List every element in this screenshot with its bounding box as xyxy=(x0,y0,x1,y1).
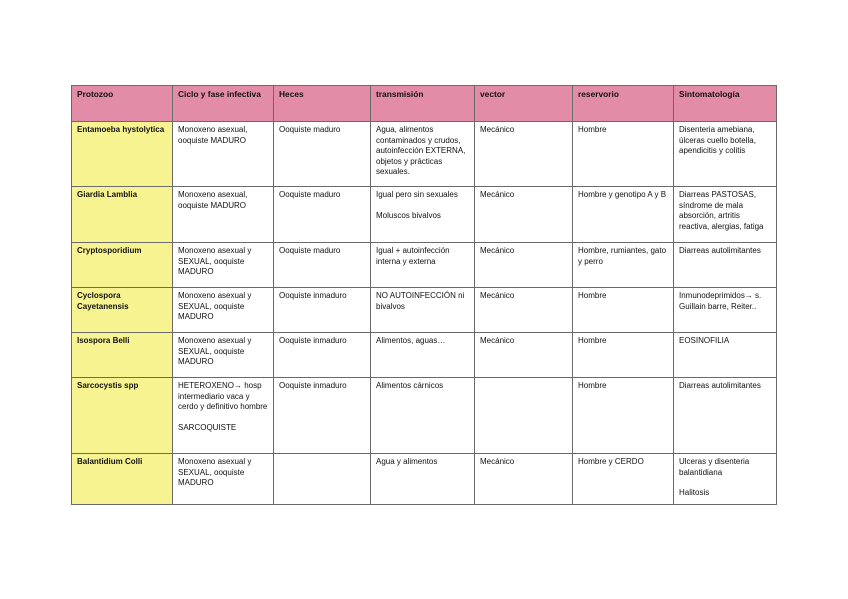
cell-sintomatologia-text: Inmunodeprimidos→ s. Guillain barre, Reiter.. xyxy=(679,291,762,311)
table-row xyxy=(72,333,777,378)
cell-reservorio: Hombre xyxy=(573,333,674,378)
cell-heces: Ooquiste maduro xyxy=(274,243,371,288)
header-protozoo: Protozoo xyxy=(72,86,173,122)
cell-sintomatologia-text: EOSINOFILIA xyxy=(679,336,730,345)
cell-protozoo: Giardia Lamblia xyxy=(72,187,173,243)
cell-protozoo: Cyclospora Cayetanensis xyxy=(72,288,173,333)
cell-ciclo-text: Monoxeno asexual y SEXUAL, ooquiste MADURO xyxy=(178,457,252,488)
cell-heces: Ooquiste maduro xyxy=(274,187,371,243)
header-row xyxy=(72,86,777,122)
cell-reservorio: Hombre, rumiantes, gato y perro xyxy=(573,243,674,288)
cell-reservorio: Hombre xyxy=(573,122,674,187)
header-heces: Heces xyxy=(274,86,371,122)
cell-transmision xyxy=(371,288,475,333)
table-row xyxy=(72,454,777,505)
cell-ciclo xyxy=(173,378,274,454)
cell-ciclo-text: Monoxeno asexual y SEXUAL, ooquiste MADURO xyxy=(178,336,252,367)
cell-sintomatologia xyxy=(674,288,777,333)
cell-sintomatologia-text: Halitosis xyxy=(679,488,710,498)
cell-sintomatologia xyxy=(674,243,777,288)
cell-transmision-text: Agua, alimentos contaminados y crudos, autoinfección EXTERNA, objetos y prácticas sexuales. xyxy=(376,125,466,177)
cell-transmision-text: Igual pero sin sexuales xyxy=(376,190,458,199)
protozoa-table xyxy=(71,85,777,505)
cell-heces xyxy=(274,454,371,505)
cell-vector: Mecánico xyxy=(475,454,573,505)
table-row xyxy=(72,122,777,187)
cell-sintomatologia xyxy=(674,187,777,243)
cell-sintomatologia-text: Diarreas autolimitantes xyxy=(679,246,761,255)
cell-sintomatologia-text: Diarreas autolimitantes xyxy=(679,381,761,390)
cell-reservorio: Hombre xyxy=(573,288,674,333)
cell-protozoo: Balantidium Colli xyxy=(72,454,173,505)
cell-ciclo xyxy=(173,288,274,333)
cell-transmision-text: Igual + autoinfección interna y externa xyxy=(376,246,450,266)
cell-ciclo xyxy=(173,122,274,187)
cell-ciclo xyxy=(173,187,274,243)
cell-vector xyxy=(475,378,573,454)
cell-transmision xyxy=(371,454,475,505)
cell-transmision xyxy=(371,187,475,243)
cell-vector: Mecánico xyxy=(475,122,573,187)
cell-ciclo-text: HETEROXENO→ hosp intermediario vaca y cerdo y definitivo hombre xyxy=(178,381,268,412)
cell-ciclo xyxy=(173,243,274,288)
cell-transmision-text: Moluscos bivalvos xyxy=(376,210,441,220)
cell-sintomatologia-text: Disenteria amebiana, úlceras cuello botella, apendicitis y colitis xyxy=(679,125,756,156)
table-row xyxy=(72,243,777,288)
cell-ciclo-text: Monoxeno asexual y SEXUAL, ooquiste MADURO xyxy=(178,246,252,277)
table-row xyxy=(72,288,777,333)
cell-transmision xyxy=(371,243,475,288)
cell-sintomatologia-text: Ulceras y disenteria balantidiana xyxy=(679,457,750,477)
cell-transmision-text: Agua y alimentos xyxy=(376,457,438,466)
cell-heces: Ooquiste inmaduro xyxy=(274,333,371,378)
cell-reservorio: Hombre y genotipo A y B xyxy=(573,187,674,243)
cell-sintomatologia-text: Diarreas PASTOSAS, síndrome de mala absorción, artritis reactiva, alergias, fatiga xyxy=(679,190,764,231)
cell-ciclo xyxy=(173,333,274,378)
cell-sintomatologia xyxy=(674,378,777,454)
cell-transmision xyxy=(371,122,475,187)
cell-transmision-text: NO AUTOINFECCIÓN ni bivalvos xyxy=(376,291,465,311)
cell-ciclo-text: SARCOQUISTE xyxy=(178,422,237,432)
cell-sintomatologia xyxy=(674,122,777,187)
table-row xyxy=(72,187,777,243)
cell-vector: Mecánico xyxy=(475,288,573,333)
cell-reservorio: Hombre y CERDO xyxy=(573,454,674,505)
cell-reservorio: Hombre xyxy=(573,378,674,454)
cell-transmision xyxy=(371,378,475,454)
cell-sintomatologia xyxy=(674,454,777,505)
cell-sintomatologia xyxy=(674,333,777,378)
header-reservorio: reservorio xyxy=(573,86,674,122)
cell-protozoo: Sarcocystis spp xyxy=(72,378,173,454)
cell-heces: Ooquiste inmaduro xyxy=(274,288,371,333)
table-row xyxy=(72,378,777,454)
header-sintomatologia: Sintomatología xyxy=(674,86,777,122)
cell-protozoo: Isospora Belli xyxy=(72,333,173,378)
cell-ciclo-text: Monoxeno asexual y SEXUAL, ooquiste MADURO xyxy=(178,291,252,322)
cell-protozoo: Cryptosporidium xyxy=(72,243,173,288)
header-vector: vector xyxy=(475,86,573,122)
header-ciclo: Ciclo y fase infectiva xyxy=(173,86,274,122)
cell-ciclo-text: Monoxeno asexual, ooquiste MADURO xyxy=(178,125,248,145)
cell-transmision-text: Alimentos, aguas… xyxy=(376,336,446,345)
cell-ciclo-text: Monoxeno asexual, ooquiste MADURO xyxy=(178,190,248,210)
cell-heces: Ooquiste inmaduro xyxy=(274,378,371,454)
cell-heces: Ooquiste maduro xyxy=(274,122,371,187)
cell-ciclo xyxy=(173,454,274,505)
cell-vector: Mecánico xyxy=(475,243,573,288)
cell-transmision-text: Alimentos cárnicos xyxy=(376,381,444,390)
cell-vector: Mecánico xyxy=(475,333,573,378)
cell-vector: Mecánico xyxy=(475,187,573,243)
cell-protozoo: Entamoeba hystolytica xyxy=(72,122,173,187)
header-transmision: transmisión xyxy=(371,86,475,122)
cell-transmision xyxy=(371,333,475,378)
